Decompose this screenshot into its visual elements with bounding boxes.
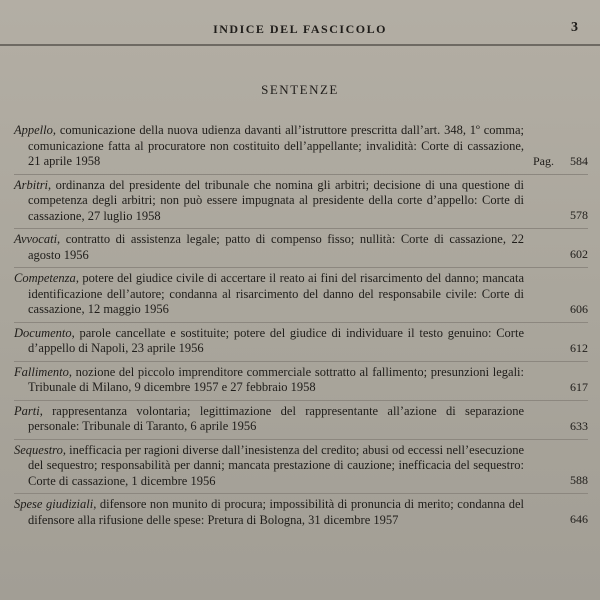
entry-page-number: 633 (570, 418, 588, 433)
entry-description: , comunicazione della nuova udienza davanti all’istruttore prescritta dall’art. 348, 1º comma; comunicazione fatta al procuratore non costituito dell’appellante; invalidità: Corte di cassazione, 21 aprile 1958 (28, 123, 524, 168)
entry-text (14, 123, 524, 170)
entry-page (570, 208, 588, 223)
entry-text (14, 365, 524, 396)
entry-page-number: 606 (570, 301, 588, 316)
entry-text (14, 443, 524, 490)
entry-page (570, 302, 588, 317)
entry-keyword: Fallimento (14, 364, 69, 379)
index-entries (14, 120, 588, 532)
header-title: INDICE DEL FASCICOLO (213, 22, 387, 36)
entry-keyword: Spese giudiziali (14, 497, 94, 511)
list-item (14, 439, 588, 494)
header-rule (0, 44, 600, 46)
entry-description: , ordinanza del presidente del tribunale che nomina gli arbitri; decisione di una questione di competenza degli arbitri; non può essere impugnata al presidente della corte d’appello: Corte di cassazione, 27 luglio 1958 (28, 177, 524, 223)
entry-page (533, 154, 588, 169)
entry-page-number: 588 (570, 473, 588, 487)
list-item (14, 228, 588, 267)
entry-page (570, 473, 588, 488)
entry-page (570, 512, 588, 527)
entry-page-number: 578 (570, 208, 588, 222)
list-item (14, 120, 588, 174)
entry-page-number: 646 (570, 512, 588, 526)
entry-page (570, 247, 588, 262)
list-item (14, 267, 588, 322)
entry-text (14, 178, 524, 225)
section-title: SENTENZE (261, 82, 339, 97)
entry-description: , potere del giudice civile di accertare il reato ai fini del risarcimento del danno; mancata identificazione dell’autore; condanna al risarcimento del danno del responsabile civile: Corte di cassazione, 12 maggio 1956 (28, 271, 524, 316)
entry-description: , parole cancellate e sostituite; potere del giudice di individuare il testo genuino: Corte d’appello di Napoli, 23 aprile 1956 (28, 325, 524, 355)
entry-text (14, 232, 524, 263)
list-item (14, 174, 588, 229)
entry-keyword: Documento (14, 325, 72, 340)
entry-text (14, 271, 524, 318)
list-item (14, 400, 588, 439)
list-item (14, 493, 588, 532)
entry-keyword: Competenza (14, 271, 76, 285)
entry-text (14, 404, 524, 435)
entry-page-number: 612 (570, 340, 588, 355)
entry-page-number: 602 (570, 247, 588, 261)
entry-keyword: Parti (14, 403, 40, 418)
entry-text (14, 326, 524, 357)
entry-page (570, 341, 588, 356)
list-item (14, 322, 588, 361)
page-number: 3 (571, 20, 578, 35)
entry-keyword: Sequestro (14, 442, 63, 457)
entry-keyword: Avvocati (14, 232, 58, 246)
list-item (14, 361, 588, 400)
page-label: Pag. (533, 153, 554, 168)
entry-keyword: Appello (14, 123, 53, 137)
entry-description: , inefficacia per ragioni diverse dall’inesistenza del credito; abusi od eccessi nell’esecuzione del sequestro; responsabilità per danni; mancata prestazione di cauzione; inefficacia del sequestro: Corte di cassazione, 1 dicembre 1956 (28, 442, 524, 488)
entry-keyword: Arbitri (14, 177, 49, 192)
entry-description: , contratto di assistenza legale; patto di compenso fisso; nullità: Corte di cassazione, 22 agosto 1956 (28, 232, 524, 262)
entry-description: , rappresentanza volontaria; legittimazione del rappresentante all’azione di separazione personale: Tribunale di Taranto, 6 aprile 1956 (28, 403, 524, 433)
entry-description: , difensore non munito di procura; impossibilità di pronuncia di merito; condanna del difensore alla rifusione delle spese: Pretura di Bologna, 31 dicembre 1957 (28, 497, 524, 527)
entry-text (14, 497, 524, 528)
entry-page (570, 380, 588, 395)
entry-page-number: 584 (570, 153, 588, 168)
entry-page (570, 419, 588, 434)
entry-page-number: 617 (570, 379, 588, 394)
entry-description: , nozione del piccolo imprenditore commerciale sottratto al fallimento; presunzioni legali: Tribunale di Milano, 9 dicembre 1957 e 27 febbraio 1958 (28, 364, 524, 394)
